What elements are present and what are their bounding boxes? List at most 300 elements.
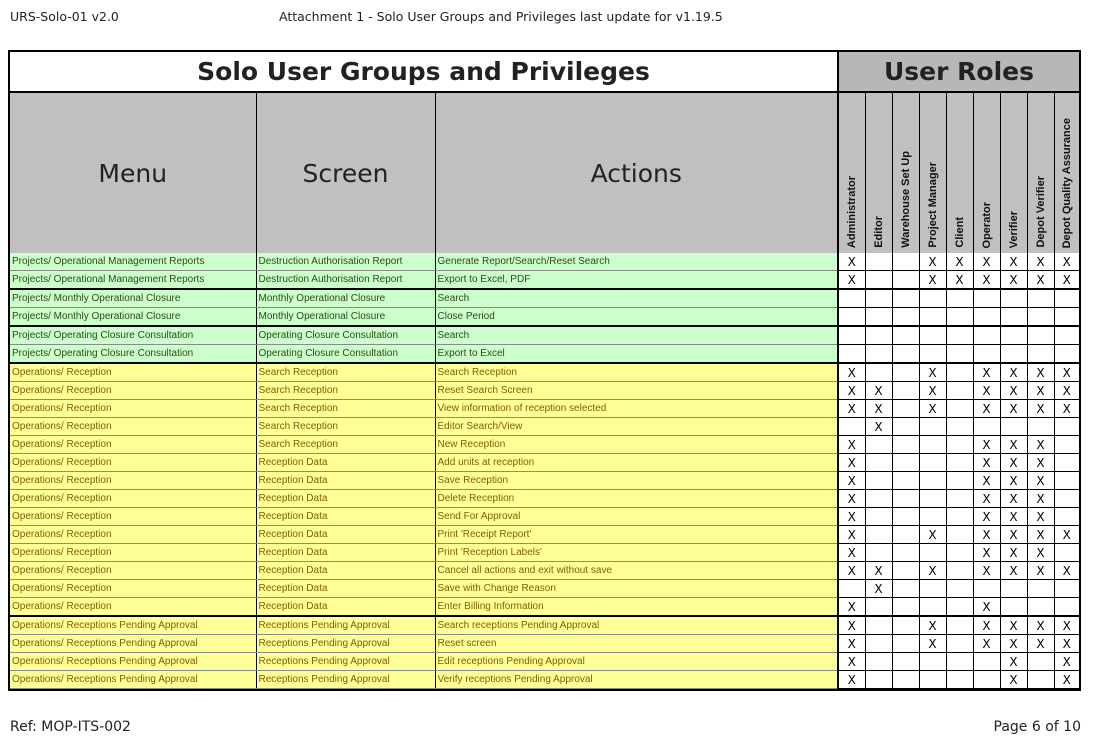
- privilege-mark: [1054, 436, 1079, 454]
- privilege-mark: [838, 289, 865, 308]
- role-header-label: Administrator: [845, 175, 858, 248]
- privilege-mark: X: [973, 271, 1000, 290]
- privilege-mark: [1027, 289, 1054, 308]
- actions-column-header: Actions: [435, 92, 838, 253]
- screen-cell: Reception Data: [256, 562, 435, 580]
- privilege-mark: X: [865, 580, 892, 598]
- privilege-mark: [946, 580, 973, 598]
- privilege-mark: X: [1027, 544, 1054, 562]
- screen-cell: Destruction Authorisation Report: [256, 253, 435, 271]
- role-header-label: Verifier: [1007, 210, 1020, 248]
- privilege-mark: [1027, 653, 1054, 671]
- action-cell: Send For Approval: [435, 508, 838, 526]
- privilege-mark: X: [838, 454, 865, 472]
- privilege-mark: X: [865, 382, 892, 400]
- privilege-mark: [1054, 308, 1079, 327]
- privilege-mark: [892, 653, 919, 671]
- screen-cell: Receptions Pending Approval: [256, 635, 435, 653]
- screen-cell: Operating Closure Consultation: [256, 326, 435, 345]
- privilege-mark: [865, 635, 892, 653]
- table-title: Solo User Groups and Privileges: [10, 52, 838, 92]
- privilege-mark: [946, 472, 973, 490]
- privilege-mark: X: [1027, 382, 1054, 400]
- privilege-mark: X: [1054, 635, 1079, 653]
- privilege-mark: X: [973, 616, 1000, 635]
- privilege-mark: X: [973, 598, 1000, 617]
- page-number: Page 6 of 10: [993, 719, 1081, 735]
- menu-cell: Operations/ Reception: [10, 436, 256, 454]
- privilege-mark: [892, 326, 919, 345]
- privilege-mark: X: [973, 490, 1000, 508]
- privilege-mark: X: [1027, 490, 1054, 508]
- menu-cell: Operations/ Receptions Pending Approval: [10, 653, 256, 671]
- privilege-mark: [946, 653, 973, 671]
- privilege-mark: X: [919, 253, 946, 271]
- menu-cell: Projects/ Operating Closure Consultation: [10, 345, 256, 364]
- menu-cell: Operations/ Reception: [10, 490, 256, 508]
- screen-cell: Search Reception: [256, 436, 435, 454]
- action-cell: Save Reception: [435, 472, 838, 490]
- menu-cell: Projects/ Operating Closure Consultation: [10, 326, 256, 345]
- privilege-mark: [973, 418, 1000, 436]
- role-header: [838, 92, 865, 253]
- privilege-mark: [1054, 345, 1079, 364]
- privilege-mark: [892, 308, 919, 327]
- privilege-mark: [892, 382, 919, 400]
- screen-cell: Reception Data: [256, 454, 435, 472]
- privilege-mark: X: [1027, 635, 1054, 653]
- privilege-mark: [919, 326, 946, 345]
- privilege-mark: [1027, 418, 1054, 436]
- privilege-mark: [1027, 326, 1054, 345]
- privilege-mark: [946, 454, 973, 472]
- privilege-mark: X: [1000, 363, 1027, 382]
- document-id: URS-Solo-01 v2.0: [10, 9, 119, 24]
- privilege-mark: X: [973, 400, 1000, 418]
- privilege-mark: X: [973, 472, 1000, 490]
- privilege-mark: X: [1000, 544, 1027, 562]
- action-cell: Cancel all actions and exit without save: [435, 562, 838, 580]
- privilege-mark: X: [838, 671, 865, 689]
- screen-column-header: Screen: [256, 92, 435, 253]
- privilege-mark: X: [838, 271, 865, 290]
- privilege-mark: [973, 580, 1000, 598]
- privilege-mark: [919, 598, 946, 617]
- privilege-mark: X: [1000, 400, 1027, 418]
- role-header: [1027, 92, 1054, 253]
- privilege-mark: X: [838, 382, 865, 400]
- role-header-label: Client: [953, 217, 966, 248]
- privilege-mark: [892, 508, 919, 526]
- menu-cell: Operations/ Reception: [10, 472, 256, 490]
- privilege-mark: X: [838, 598, 865, 617]
- table-row: [10, 616, 1079, 635]
- privilege-mark: [1054, 544, 1079, 562]
- role-header: [892, 92, 919, 253]
- privilege-mark: [946, 526, 973, 544]
- privilege-mark: X: [838, 363, 865, 382]
- privilege-mark: [892, 490, 919, 508]
- privilege-mark: X: [973, 436, 1000, 454]
- privilege-mark: [865, 308, 892, 327]
- menu-cell: Projects/ Operational Management Reports: [10, 271, 256, 290]
- privilege-mark: [946, 345, 973, 364]
- privilege-mark: [1027, 671, 1054, 689]
- privilege-mark: [1054, 490, 1079, 508]
- table-row: [10, 454, 1079, 472]
- privilege-mark: [973, 671, 1000, 689]
- privilege-mark: [919, 472, 946, 490]
- action-cell: Search Reception: [435, 363, 838, 382]
- privilege-mark: [946, 671, 973, 689]
- privilege-mark: [1054, 289, 1079, 308]
- table-row: [10, 508, 1079, 526]
- menu-cell: Operations/ Receptions Pending Approval: [10, 671, 256, 689]
- privilege-mark: X: [838, 436, 865, 454]
- privilege-mark: [865, 671, 892, 689]
- privilege-mark: [1054, 598, 1079, 617]
- privilege-mark: X: [1054, 526, 1079, 544]
- privilege-mark: X: [946, 271, 973, 290]
- table-row: [10, 526, 1079, 544]
- privilege-mark: X: [1000, 526, 1027, 544]
- table-row: [10, 544, 1079, 562]
- table-row: [10, 289, 1079, 308]
- privilege-mark: [1000, 326, 1027, 345]
- privilege-mark: [865, 653, 892, 671]
- privileges-table: [8, 50, 1081, 691]
- privilege-mark: [946, 363, 973, 382]
- privilege-mark: X: [1000, 382, 1027, 400]
- privilege-mark: X: [1054, 562, 1079, 580]
- privilege-mark: X: [1027, 436, 1054, 454]
- action-cell: Delete Reception: [435, 490, 838, 508]
- privilege-mark: [865, 436, 892, 454]
- privilege-mark: X: [838, 526, 865, 544]
- privilege-mark: X: [1027, 363, 1054, 382]
- table-row: [10, 653, 1079, 671]
- privilege-mark: [865, 616, 892, 635]
- privilege-mark: X: [973, 508, 1000, 526]
- screen-cell: Search Reception: [256, 363, 435, 382]
- privilege-mark: [1027, 580, 1054, 598]
- privilege-mark: X: [1027, 472, 1054, 490]
- privilege-mark: X: [838, 635, 865, 653]
- privilege-mark: [892, 616, 919, 635]
- privilege-mark: [946, 490, 973, 508]
- privilege-mark: [1054, 454, 1079, 472]
- privilege-mark: [919, 454, 946, 472]
- privilege-mark: [892, 635, 919, 653]
- action-cell: New Reception: [435, 436, 838, 454]
- privilege-mark: X: [865, 418, 892, 436]
- privilege-mark: [946, 508, 973, 526]
- privilege-mark: [892, 562, 919, 580]
- table-row: [10, 562, 1079, 580]
- menu-cell: Operations/ Reception: [10, 363, 256, 382]
- menu-cell: Operations/ Reception: [10, 598, 256, 617]
- menu-cell: Operations/ Reception: [10, 580, 256, 598]
- privilege-mark: [919, 418, 946, 436]
- menu-cell: Operations/ Receptions Pending Approval: [10, 635, 256, 653]
- privilege-mark: X: [1027, 400, 1054, 418]
- table-row: [10, 326, 1079, 345]
- privilege-mark: X: [1054, 671, 1079, 689]
- privilege-mark: [838, 345, 865, 364]
- menu-column-header: Menu: [10, 92, 256, 253]
- menu-cell: Projects/ Operational Management Reports: [10, 253, 256, 271]
- privilege-mark: [1027, 308, 1054, 327]
- privilege-mark: [1000, 345, 1027, 364]
- privilege-mark: X: [919, 400, 946, 418]
- table-row: [10, 253, 1079, 271]
- screen-cell: Destruction Authorisation Report: [256, 271, 435, 290]
- privilege-mark: X: [1000, 508, 1027, 526]
- privilege-mark: X: [1054, 271, 1079, 290]
- menu-cell: Projects/ Monthly Operational Closure: [10, 289, 256, 308]
- privilege-mark: X: [973, 635, 1000, 653]
- menu-cell: Operations/ Reception: [10, 544, 256, 562]
- privilege-mark: X: [838, 400, 865, 418]
- privilege-mark: [892, 345, 919, 364]
- privilege-mark: [892, 598, 919, 617]
- role-header: [865, 92, 892, 253]
- screen-cell: Operating Closure Consultation: [256, 345, 435, 364]
- privilege-mark: [865, 271, 892, 290]
- privilege-mark: [946, 382, 973, 400]
- privilege-mark: [946, 635, 973, 653]
- menu-cell: Operations/ Reception: [10, 400, 256, 418]
- action-cell: Edit receptions Pending Approval: [435, 653, 838, 671]
- screen-cell: Reception Data: [256, 490, 435, 508]
- table-row: [10, 345, 1079, 364]
- action-cell: Export to Excel, PDF: [435, 271, 838, 290]
- table-row: [10, 472, 1079, 490]
- privilege-mark: [946, 418, 973, 436]
- screen-cell: Search Reception: [256, 418, 435, 436]
- privilege-mark: [838, 308, 865, 327]
- privilege-mark: [892, 363, 919, 382]
- table-row: [10, 635, 1079, 653]
- table-row: [10, 436, 1079, 454]
- privilege-mark: X: [919, 562, 946, 580]
- privilege-mark: [946, 562, 973, 580]
- privilege-mark: [919, 653, 946, 671]
- privilege-mark: [865, 253, 892, 271]
- privilege-mark: [892, 526, 919, 544]
- menu-cell: Operations/ Reception: [10, 382, 256, 400]
- screen-cell: Receptions Pending Approval: [256, 616, 435, 635]
- privilege-mark: [919, 345, 946, 364]
- privilege-mark: X: [838, 472, 865, 490]
- privilege-mark: [892, 671, 919, 689]
- privilege-mark: [1000, 598, 1027, 617]
- privilege-mark: X: [919, 363, 946, 382]
- action-cell: Reset Search Screen: [435, 382, 838, 400]
- role-header: [919, 92, 946, 253]
- screen-cell: Search Reception: [256, 382, 435, 400]
- privilege-mark: X: [865, 400, 892, 418]
- privilege-mark: [892, 418, 919, 436]
- action-cell: Search: [435, 326, 838, 345]
- menu-cell: Projects/ Monthly Operational Closure: [10, 308, 256, 327]
- action-cell: Editor Search/View: [435, 418, 838, 436]
- table-row: [10, 271, 1079, 290]
- screen-cell: Monthly Operational Closure: [256, 308, 435, 327]
- privilege-mark: [1000, 289, 1027, 308]
- user-roles-title: User Roles: [838, 52, 1079, 92]
- privilege-mark: X: [1000, 635, 1027, 653]
- role-header: [1054, 92, 1079, 253]
- privilege-mark: [946, 326, 973, 345]
- role-header-label: Editor: [872, 216, 885, 248]
- action-cell: Search: [435, 289, 838, 308]
- table-row: [10, 400, 1079, 418]
- privilege-mark: [973, 308, 1000, 327]
- menu-cell: Operations/ Reception: [10, 418, 256, 436]
- privilege-mark: X: [838, 653, 865, 671]
- table-row: [10, 598, 1079, 617]
- privilege-mark: [1054, 326, 1079, 345]
- privilege-mark: X: [973, 253, 1000, 271]
- privilege-mark: X: [973, 544, 1000, 562]
- table-row: [10, 418, 1079, 436]
- privilege-mark: X: [1027, 562, 1054, 580]
- action-cell: Verify receptions Pending Approval: [435, 671, 838, 689]
- privilege-mark: [973, 345, 1000, 364]
- privilege-mark: [1054, 580, 1079, 598]
- privilege-mark: [892, 400, 919, 418]
- privilege-mark: [865, 454, 892, 472]
- privilege-mark: [919, 308, 946, 327]
- privilege-mark: [919, 580, 946, 598]
- privilege-mark: X: [1027, 253, 1054, 271]
- screen-cell: Reception Data: [256, 580, 435, 598]
- privilege-mark: X: [946, 253, 973, 271]
- privilege-mark: [892, 271, 919, 290]
- role-header-label: Warehouse Set Up: [899, 151, 912, 248]
- privilege-mark: [838, 418, 865, 436]
- privilege-mark: X: [1027, 271, 1054, 290]
- privilege-mark: [946, 289, 973, 308]
- privilege-mark: [865, 289, 892, 308]
- privilege-mark: [1054, 472, 1079, 490]
- privilege-mark: X: [1000, 616, 1027, 635]
- privilege-mark: [1000, 580, 1027, 598]
- privilege-mark: X: [1000, 436, 1027, 454]
- privilege-mark: [919, 508, 946, 526]
- privilege-mark: X: [1000, 671, 1027, 689]
- table-row: [10, 671, 1079, 689]
- screen-cell: Reception Data: [256, 544, 435, 562]
- screen-cell: Reception Data: [256, 508, 435, 526]
- privilege-mark: X: [973, 454, 1000, 472]
- privilege-mark: [1027, 598, 1054, 617]
- privilege-mark: [919, 289, 946, 308]
- privilege-mark: [973, 653, 1000, 671]
- menu-cell: Operations/ Reception: [10, 562, 256, 580]
- action-cell: Print 'Reception Labels': [435, 544, 838, 562]
- privilege-mark: [919, 490, 946, 508]
- attachment-title: Attachment 1 - Solo User Groups and Privileges last update for v1.19.5: [279, 9, 723, 24]
- screen-cell: Monthly Operational Closure: [256, 289, 435, 308]
- privilege-mark: X: [1054, 363, 1079, 382]
- table-row: [10, 363, 1079, 382]
- screen-cell: Reception Data: [256, 598, 435, 617]
- privilege-mark: [865, 472, 892, 490]
- privilege-mark: [865, 598, 892, 617]
- privilege-mark: [946, 544, 973, 562]
- action-cell: Close Period: [435, 308, 838, 327]
- role-header-label: Depot Verifier: [1034, 176, 1047, 248]
- table-row: [10, 308, 1079, 327]
- privilege-mark: X: [1000, 271, 1027, 290]
- action-cell: Export to Excel: [435, 345, 838, 364]
- privilege-mark: X: [919, 635, 946, 653]
- privilege-mark: X: [1000, 490, 1027, 508]
- privilege-mark: X: [1054, 382, 1079, 400]
- privilege-mark: [892, 289, 919, 308]
- screen-cell: Receptions Pending Approval: [256, 653, 435, 671]
- privilege-mark: [946, 308, 973, 327]
- reference-number: Ref: MOP-ITS-002: [10, 719, 131, 735]
- privilege-mark: [1054, 418, 1079, 436]
- privilege-mark: [919, 671, 946, 689]
- privilege-mark: [919, 544, 946, 562]
- privilege-mark: [865, 490, 892, 508]
- privilege-mark: X: [919, 526, 946, 544]
- role-header-label: Operator: [980, 201, 993, 248]
- privilege-mark: [865, 508, 892, 526]
- action-cell: Generate Report/Search/Reset Search: [435, 253, 838, 271]
- privilege-mark: X: [919, 271, 946, 290]
- privilege-mark: [946, 400, 973, 418]
- action-cell: Add units at reception: [435, 454, 838, 472]
- privilege-mark: [865, 345, 892, 364]
- privilege-mark: [838, 326, 865, 345]
- privilege-mark: [838, 580, 865, 598]
- privilege-mark: [973, 326, 1000, 345]
- role-header-label: Project Manager: [926, 162, 939, 248]
- privilege-mark: X: [838, 508, 865, 526]
- privilege-mark: X: [1000, 562, 1027, 580]
- privilege-mark: X: [1027, 454, 1054, 472]
- menu-cell: Operations/ Reception: [10, 508, 256, 526]
- role-header-label: Depot Quality Assurance: [1060, 117, 1073, 248]
- privilege-mark: X: [1027, 616, 1054, 635]
- privilege-mark: [919, 436, 946, 454]
- privilege-mark: [1000, 308, 1027, 327]
- table-row: [10, 580, 1079, 598]
- menu-cell: Operations/ Reception: [10, 526, 256, 544]
- action-cell: View information of reception selected: [435, 400, 838, 418]
- privilege-mark: [946, 616, 973, 635]
- menu-cell: Operations/ Reception: [10, 454, 256, 472]
- screen-cell: Reception Data: [256, 472, 435, 490]
- table-row: [10, 490, 1079, 508]
- menu-cell: Operations/ Receptions Pending Approval: [10, 616, 256, 635]
- table-row: [10, 382, 1079, 400]
- privilege-mark: [892, 472, 919, 490]
- screen-cell: Search Reception: [256, 400, 435, 418]
- privilege-mark: X: [1000, 454, 1027, 472]
- privilege-mark: X: [919, 382, 946, 400]
- privilege-mark: X: [838, 490, 865, 508]
- privilege-mark: X: [865, 562, 892, 580]
- privilege-mark: X: [1000, 253, 1027, 271]
- privilege-mark: [865, 526, 892, 544]
- action-cell: Search receptions Pending Approval: [435, 616, 838, 635]
